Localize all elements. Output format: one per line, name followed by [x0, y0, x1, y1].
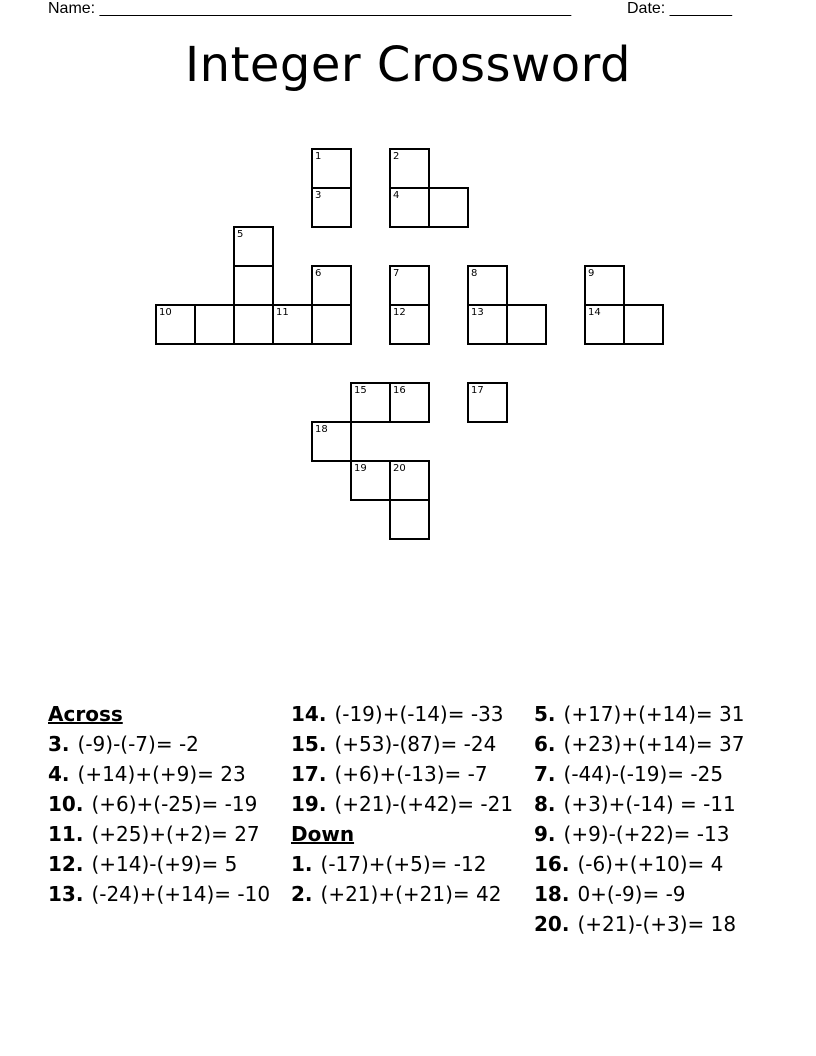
clue-text: (+17)+(+14)= 31	[563, 702, 745, 726]
clue-number: 19.	[291, 792, 327, 816]
clue-number: 2.	[291, 882, 313, 906]
cell-number: 7	[393, 268, 400, 279]
clue-text: (+21)+(+21)= 42	[320, 882, 502, 906]
clue-item	[48, 852, 278, 882]
crossword-cell[interactable]	[623, 304, 664, 345]
clue-text: 0+(-9)= -9	[577, 882, 686, 906]
crossword-cell[interactable]	[311, 421, 352, 462]
cell-number: 15	[354, 385, 367, 396]
clue-text: (+14)+(+9)= 23	[77, 762, 246, 786]
down-heading: Down	[291, 822, 355, 846]
clue-text: (+25)+(+2)= 27	[91, 822, 260, 846]
crossword-cell[interactable]	[467, 304, 508, 345]
crossword-cell[interactable]	[233, 304, 274, 345]
clue-text: (-24)+(+14)= -10	[91, 882, 271, 906]
crossword-cell[interactable]	[389, 382, 430, 423]
clue-text: (+14)-(+9)= 5	[91, 852, 238, 876]
crossword-cell[interactable]	[233, 226, 274, 267]
cell-number: 17	[471, 385, 484, 396]
clues-column-2	[291, 702, 523, 912]
clue-number: 7.	[534, 762, 556, 786]
clue-number: 10.	[48, 792, 84, 816]
clue-item	[48, 822, 278, 852]
clue-number: 13.	[48, 882, 84, 906]
cell-number: 12	[393, 307, 406, 318]
cell-number: 5	[237, 229, 244, 240]
clue-item	[534, 912, 774, 942]
crossword-cell[interactable]	[350, 460, 391, 501]
clues-column-1	[48, 702, 278, 912]
clue-item	[291, 762, 523, 792]
clue-text: (+21)-(+3)= 18	[577, 912, 737, 936]
crossword-cell[interactable]	[311, 148, 352, 189]
clue-item	[534, 702, 774, 732]
clue-number: 12.	[48, 852, 84, 876]
clue-item	[48, 732, 278, 762]
cell-number: 3	[315, 190, 322, 201]
cell-number: 1	[315, 151, 322, 162]
clue-number: 11.	[48, 822, 84, 846]
clue-item	[534, 762, 774, 792]
clue-number: 16.	[534, 852, 570, 876]
clue-item	[291, 882, 523, 912]
clue-item	[534, 732, 774, 762]
crossword-cell[interactable]	[389, 304, 430, 345]
cell-number: 11	[276, 307, 289, 318]
clue-number: 17.	[291, 762, 327, 786]
clue-number: 3.	[48, 732, 70, 756]
page-title: Integer Crossword	[185, 37, 631, 93]
across-clue-list	[48, 732, 278, 912]
name-field-label: Name: _____________________________________________________	[48, 0, 572, 17]
crossword-cell[interactable]	[506, 304, 547, 345]
clue-text: (+9)-(+22)= -13	[563, 822, 730, 846]
clue-item	[534, 792, 774, 822]
cell-number: 14	[588, 307, 601, 318]
down-clue-list	[291, 852, 523, 912]
clue-text: (-44)-(-19)= -25	[563, 762, 724, 786]
crossword-cell[interactable]	[311, 304, 352, 345]
clue-item	[534, 882, 774, 912]
clue-number: 18.	[534, 882, 570, 906]
crossword-cell[interactable]	[428, 187, 469, 228]
cell-number: 20	[393, 463, 406, 474]
crossword-cell[interactable]	[389, 460, 430, 501]
crossword-cell[interactable]	[389, 148, 430, 189]
clues-column-3	[534, 702, 774, 942]
clue-item	[291, 732, 523, 762]
clue-text: (-19)+(-14)= -33	[334, 702, 504, 726]
clue-number: 1.	[291, 852, 313, 876]
cell-number: 2	[393, 151, 400, 162]
cell-number: 6	[315, 268, 322, 279]
clue-number: 6.	[534, 732, 556, 756]
cell-number: 9	[588, 268, 595, 279]
crossword-cell[interactable]	[272, 304, 313, 345]
clue-number: 15.	[291, 732, 327, 756]
cell-number: 19	[354, 463, 367, 474]
crossword-cell[interactable]	[311, 187, 352, 228]
crossword-cell[interactable]	[233, 265, 274, 306]
crossword-cell[interactable]	[350, 382, 391, 423]
cell-number: 16	[393, 385, 406, 396]
crossword-cell[interactable]	[155, 304, 196, 345]
clue-item	[291, 792, 523, 822]
clue-text: (+6)+(-13)= -7	[334, 762, 488, 786]
clue-text: (-17)+(+5)= -12	[320, 852, 487, 876]
cell-number: 13	[471, 307, 484, 318]
clue-number: 9.	[534, 822, 556, 846]
clue-item	[48, 792, 278, 822]
crossword-cell[interactable]	[467, 265, 508, 306]
cell-number: 18	[315, 424, 328, 435]
clue-number: 8.	[534, 792, 556, 816]
crossword-cell[interactable]	[194, 304, 235, 345]
clue-text: (-9)-(-7)= -2	[77, 732, 199, 756]
cell-number: 4	[393, 190, 400, 201]
clue-item	[534, 852, 774, 882]
clue-number: 5.	[534, 702, 556, 726]
crossword-cell[interactable]	[584, 265, 625, 306]
clue-text: (+53)-(87)= -24	[334, 732, 497, 756]
crossword-cell[interactable]	[467, 382, 508, 423]
clue-number: 14.	[291, 702, 327, 726]
crossword-cell[interactable]	[389, 187, 430, 228]
clue-item	[291, 702, 523, 732]
clue-text: (-6)+(+10)= 4	[577, 852, 724, 876]
date-field-label: Date: _______	[627, 0, 732, 17]
crossword-cell[interactable]	[389, 265, 430, 306]
clue-item	[48, 882, 278, 912]
clue-text: (+23)+(+14)= 37	[563, 732, 745, 756]
cell-number: 10	[159, 307, 172, 318]
clue-number: 4.	[48, 762, 70, 786]
crossword-cell[interactable]	[311, 265, 352, 306]
down-clue-list-continued	[534, 702, 774, 942]
across-heading: Across	[48, 702, 123, 726]
clue-text: (+6)+(-25)= -19	[91, 792, 258, 816]
clue-text: (+21)-(+42)= -21	[334, 792, 514, 816]
clue-item	[534, 822, 774, 852]
cell-number: 8	[471, 268, 478, 279]
clue-item	[291, 852, 523, 882]
crossword-cell[interactable]	[584, 304, 625, 345]
clue-item	[48, 762, 278, 792]
clue-text: (+3)+(-14) = -11	[563, 792, 736, 816]
clue-number: 20.	[534, 912, 570, 936]
crossword-cell[interactable]	[389, 499, 430, 540]
across-clue-list-continued	[291, 702, 523, 822]
